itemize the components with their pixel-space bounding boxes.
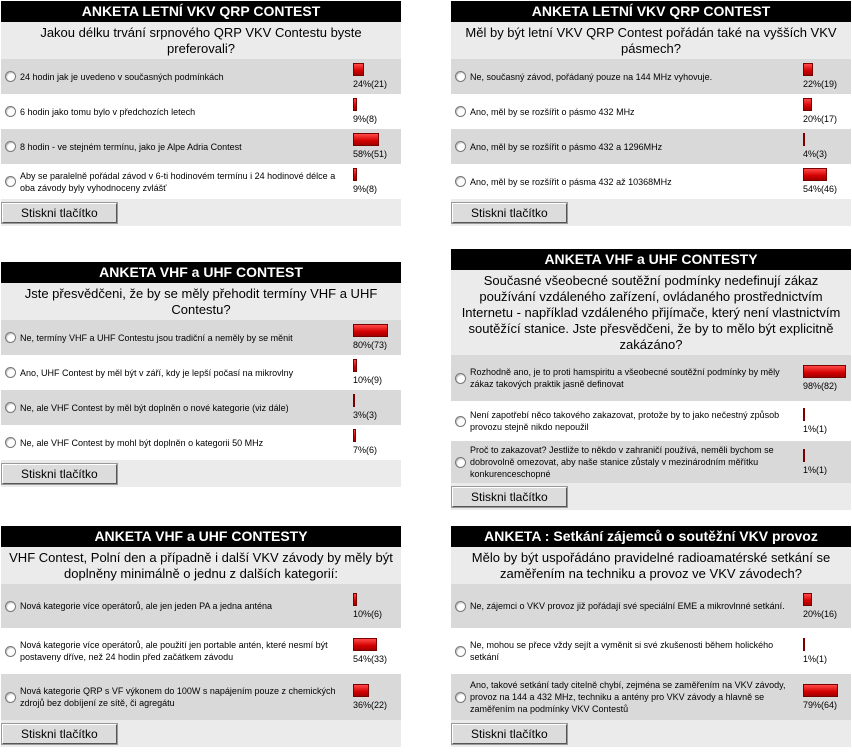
poll-option[interactable] xyxy=(1,355,401,390)
poll-panel xyxy=(1,262,401,487)
option-label: Ne, mohou se přece vždy sejít a vyměnit si své zkušenosti během holického setkání xyxy=(470,640,774,662)
option-label: Nová kategorie více operátorů, ale použití jen portable antén, které nesmí být postaveny dříve, než 24 hodin před začátkem závodu xyxy=(20,640,328,662)
option-label: Není zapotřebí něco takového zakazovat, protože by to jako nečestný způsob provozu stejně nikdo nepoužil xyxy=(470,410,780,432)
poll-option[interactable] xyxy=(1,390,401,425)
option-radio[interactable] xyxy=(455,646,466,657)
poll-panel xyxy=(1,1,401,226)
poll-option[interactable] xyxy=(1,94,401,129)
poll-question: Současné všeobecné soutěžní podmínky nedefinují zákaz používání vzdáleného zařízení, ovládaného prostřednictvím Internetu - například vzdáleného přijímače, který není vlastnictvím soutěžící stanice. Jste přesvědčeni, že by to mělo být explicitně zakázáno? xyxy=(461,273,841,352)
poll-option[interactable] xyxy=(451,584,851,628)
option-stats xyxy=(353,357,401,388)
result-bar xyxy=(353,63,364,76)
option-stats xyxy=(353,96,401,127)
vote-button[interactable]: Stiskni tlačítko xyxy=(2,464,117,484)
option-label: Rozhodně ano, je to proti hamspiritu a všeobecné soutěžní podmínky by měly zákaz takových praktik jasně definovat xyxy=(470,367,780,389)
result-percent: 4%(3) xyxy=(803,149,828,159)
poll-option[interactable] xyxy=(1,584,401,628)
result-percent: 58%(51) xyxy=(353,149,388,159)
option-stats xyxy=(353,636,401,667)
vote-button[interactable]: Stiskni tlačítko xyxy=(2,724,117,744)
option-stats xyxy=(803,636,851,667)
result-percent: 9%(8) xyxy=(353,184,378,194)
result-bar xyxy=(803,168,827,181)
option-radio[interactable] xyxy=(5,141,16,152)
result-percent: 20%(16) xyxy=(803,608,838,619)
poll-option[interactable] xyxy=(451,441,851,483)
poll-option[interactable] xyxy=(1,674,401,720)
poll-option[interactable] xyxy=(451,628,851,674)
option-label: 24 hodin jak je uvedeno v současných podmínkách xyxy=(20,71,224,82)
poll-question: Mělo by být uspořádáno pravidelné radioamatérské setkání se zaměřením na techniku a provoz ve VKV závodech? xyxy=(471,550,831,581)
option-stats xyxy=(803,131,851,162)
result-bar xyxy=(353,324,388,337)
result-percent: 9%(8) xyxy=(353,114,378,124)
result-bar xyxy=(353,593,357,606)
result-bar xyxy=(803,63,813,76)
option-stats xyxy=(353,166,401,197)
result-percent: 1%(1) xyxy=(803,464,828,475)
poll-title: ANKETA LETNÍ VKV QRP CONTEST xyxy=(451,1,851,22)
poll-option[interactable] xyxy=(451,355,851,401)
result-percent: 1%(1) xyxy=(803,653,828,664)
option-stats xyxy=(353,322,401,353)
option-label: Ne, ale VHF Contest by měl být doplněn o nové kategorie (viz dále) xyxy=(20,402,289,413)
result-percent: 54%(33) xyxy=(353,653,388,664)
poll-title: ANKETA VHF a UHF CONTESTY xyxy=(1,526,401,547)
poll-option[interactable] xyxy=(451,164,851,199)
result-percent: 24%(21) xyxy=(353,79,388,89)
option-label: Ne, zájemci o VKV provoz již pořádají své speciální EME a mikrovlnné setkání. xyxy=(470,601,785,611)
result-percent: 54%(46) xyxy=(803,184,838,194)
option-stats xyxy=(803,591,851,622)
option-radio[interactable] xyxy=(455,141,466,152)
poll-panel xyxy=(451,1,851,226)
result-percent: 79%(64) xyxy=(803,699,838,710)
result-bar xyxy=(353,98,357,111)
option-label: Ano, měl by se rozšířit o pásmo 432 MHz xyxy=(470,106,635,117)
result-bar xyxy=(803,408,805,421)
option-radio[interactable] xyxy=(455,176,466,187)
option-radio[interactable] xyxy=(5,402,16,413)
option-stats xyxy=(353,131,401,162)
vote-button[interactable]: Stiskni tlačítko xyxy=(2,203,117,223)
vote-button[interactable]: Stiskni tlačítko xyxy=(452,487,567,507)
poll-option[interactable] xyxy=(1,425,401,460)
result-percent: 7%(6) xyxy=(353,445,378,455)
option-radio[interactable] xyxy=(455,416,466,427)
result-percent: 10%(6) xyxy=(353,608,383,619)
option-radio[interactable] xyxy=(5,332,16,343)
poll-option[interactable] xyxy=(1,164,401,199)
poll-option[interactable] xyxy=(1,320,401,355)
result-bar xyxy=(353,394,355,407)
option-stats xyxy=(803,166,851,197)
option-stats xyxy=(803,682,851,713)
poll-option[interactable] xyxy=(1,628,401,674)
result-bar xyxy=(803,684,838,697)
result-bar xyxy=(803,638,805,651)
poll-question: Měl by být letní VKV QRP Contest pořádán také na vyšších VKV pásmech? xyxy=(465,25,837,56)
option-radio[interactable] xyxy=(455,71,466,82)
option-stats xyxy=(353,427,401,458)
result-bar xyxy=(803,133,805,146)
poll-question: VHF Contest, Polní den a případně i další VKV závody by měly být doplněny minimálně o jednu z dalších kategorií: xyxy=(9,550,393,581)
option-radio[interactable] xyxy=(455,692,466,703)
option-stats xyxy=(803,363,851,394)
poll-title: ANKETA VHF a UHF CONTEST xyxy=(1,262,401,283)
option-stats xyxy=(803,61,851,92)
result-bar xyxy=(353,684,369,697)
poll-title: ANKETA LETNÍ VKV QRP CONTEST xyxy=(1,1,401,22)
option-radio[interactable] xyxy=(5,71,16,82)
option-radio[interactable] xyxy=(5,106,16,117)
option-stats xyxy=(353,591,401,622)
poll-option[interactable] xyxy=(1,59,401,94)
option-radio[interactable] xyxy=(5,176,16,187)
option-radio[interactable] xyxy=(455,601,466,612)
result-bar xyxy=(803,365,846,378)
option-label: Ano, měl by se rozšířit o pásmo 432 a 1296MHz xyxy=(470,141,663,152)
option-stats xyxy=(353,61,401,92)
option-label: Ano, takové setkání tady citelně chybí, zejména se zaměřením na VKV závody, provoz na 144 a 432 MHz, techniku a antény pro VKV závody a hlavně se zaměřením na podmínky VKV Contestů xyxy=(470,680,786,714)
option-label: Aby se paralelně pořádal závod v 6-ti hodinovém termínu i 24 hodinové délce a oba závody byly vyhodnoceny zvlášť xyxy=(20,170,336,193)
option-label: Ano, UHF Contest by měl být v září, kdy je lepší počasí na mikrovlny xyxy=(20,367,294,378)
option-label: Ne, ale VHF Contest by mohl být doplněn o kategorii 50 MHz xyxy=(20,437,264,448)
option-radio[interactable] xyxy=(5,692,16,703)
result-percent: 20%(17) xyxy=(803,114,838,124)
option-stats xyxy=(353,682,401,713)
result-bar xyxy=(803,449,805,462)
result-bar xyxy=(353,638,377,651)
result-bar xyxy=(353,359,357,372)
option-label: 6 hodin jako tomu bylo v předchozích letech xyxy=(20,106,196,117)
poll-panel xyxy=(1,526,401,747)
result-percent: 1%(1) xyxy=(803,423,828,434)
poll-option[interactable] xyxy=(1,129,401,164)
poll-title: ANKETA : Setkání zájemců o soutěžní VKV provoz xyxy=(451,526,851,547)
option-stats xyxy=(803,447,851,478)
option-label: Proč to zakazovat? Jestliže to někdo v zahraničí používá, neměli bychom se dobrovolně omezovat, aby naše stanice zůstaly v mezinárodním měřítku konkurenceschopné xyxy=(470,445,774,479)
option-label: 8 hodin - ve stejném termínu, jako je Alpe Adria Contest xyxy=(20,141,242,152)
result-percent: 10%(9) xyxy=(353,375,383,385)
result-percent: 98%(82) xyxy=(803,380,838,391)
result-bar xyxy=(353,133,379,146)
result-percent: 80%(73) xyxy=(353,340,388,350)
result-percent: 3%(3) xyxy=(353,410,378,420)
result-percent: 36%(22) xyxy=(353,699,388,710)
option-radio[interactable] xyxy=(5,601,16,612)
poll-panel xyxy=(451,526,851,747)
vote-button[interactable]: Stiskni tlačítko xyxy=(452,203,567,223)
poll-panel xyxy=(451,249,851,510)
option-label: Nová kategorie více operátorů, ale jen jeden PA a jedna anténa xyxy=(20,601,273,611)
option-radio[interactable] xyxy=(5,437,16,448)
poll-option[interactable] xyxy=(451,59,851,94)
result-bar xyxy=(353,168,357,181)
option-radio[interactable] xyxy=(455,106,466,117)
vote-button[interactable]: Stiskni tlačítko xyxy=(452,724,567,744)
poll-question: Jakou délku trvání srpnového QRP VKV Contestu byste preferovali? xyxy=(40,25,362,56)
option-stats xyxy=(803,406,851,437)
option-label: Ano, měl by se rozšířit o pásma 432 až 10368MHz xyxy=(470,176,672,187)
poll-question: Jste přesvědčeni, že by se měly přehodit termíny VHF a UHF Contestu? xyxy=(24,286,378,317)
option-stats xyxy=(353,392,401,423)
result-bar xyxy=(803,593,812,606)
option-stats xyxy=(803,96,851,127)
option-label: Ne, současný závod, pořádaný pouze na 144 MHz vyhovuje. xyxy=(470,71,713,82)
poll-option[interactable] xyxy=(451,129,851,164)
option-radio[interactable] xyxy=(5,646,16,657)
poll-option[interactable] xyxy=(451,94,851,129)
option-radio[interactable] xyxy=(455,457,466,468)
result-bar xyxy=(353,429,356,442)
poll-option[interactable] xyxy=(451,674,851,720)
option-label: Ne, termíny VHF a UHF Contestu jsou tradiční a neměly by se měnit xyxy=(20,332,293,343)
poll-title: ANKETA VHF a UHF CONTESTY xyxy=(451,249,851,270)
option-radio[interactable] xyxy=(5,367,16,378)
option-radio[interactable] xyxy=(455,373,466,384)
poll-option[interactable] xyxy=(451,401,851,441)
result-percent: 22%(19) xyxy=(803,79,838,89)
result-bar xyxy=(803,98,812,111)
option-label: Nová kategorie QRP s VF výkonem do 100W s napájením pouze z chemických zdrojů bez dobíjení ze sítě, či agregátu xyxy=(20,686,336,708)
